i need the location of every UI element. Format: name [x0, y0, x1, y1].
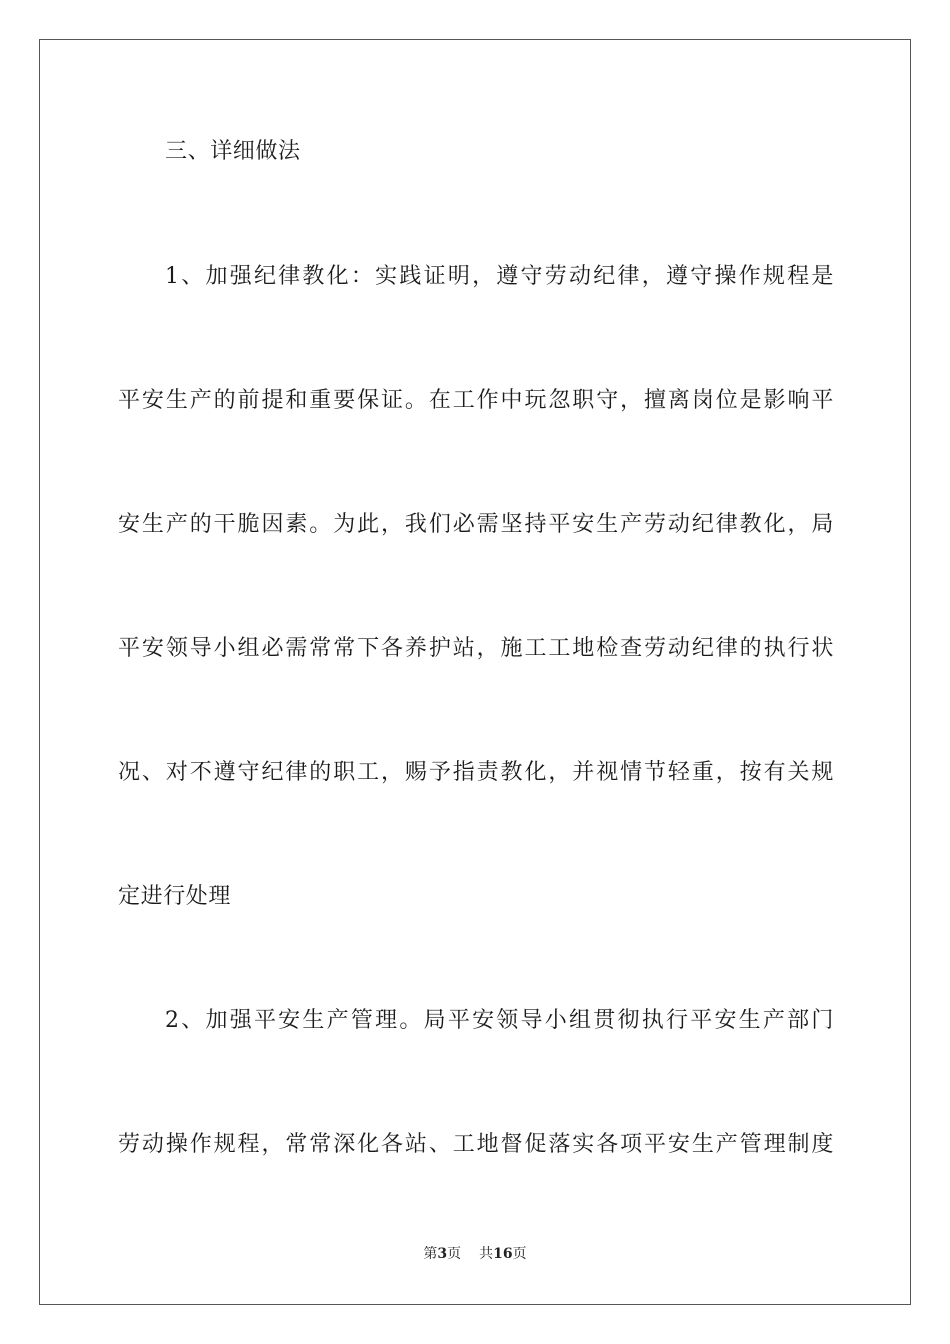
paragraph-1-line-3: 安生产的干脆因素。为此，我们必需坚持平安生产劳动纪律教化，局 — [118, 512, 834, 537]
page-footer — [0, 1245, 950, 1263]
paragraph-1-line-5: 况、对不遵守纪律的职工，赐予指责教化，并视情节轻重，按有关规 — [118, 760, 834, 785]
paragraph-1-line-4: 平安领导小组必需常常下各养护站，施工工地检查劳动纪律的执行状 — [118, 636, 834, 661]
footer-page-prefix: 第 — [423, 1246, 438, 1262]
footer-page-suffix: 页 — [447, 1246, 462, 1262]
paragraph-1-line-6: 定进行处理 — [118, 884, 232, 909]
footer-total-prefix: 共 — [479, 1246, 494, 1262]
footer-total-pages: 16 — [493, 1246, 513, 1262]
footer-total-suffix: 页 — [512, 1246, 527, 1262]
footer-current-page: 3 — [437, 1246, 448, 1262]
paragraph-2-line-1: 2、加强平安生产管理。局平安领导小组贯彻执行平安生产部门 — [165, 1008, 834, 1033]
section-heading: 三、详细做法 — [165, 139, 301, 164]
paragraph-2-line-2: 劳动操作规程，常常深化各站、工地督促落实各项平安生产管理制度 — [118, 1132, 834, 1157]
paragraph-1-line-1: 1、加强纪律教化：实践证明，遵守劳动纪律，遵守操作规程是 — [165, 264, 834, 289]
page-border — [39, 39, 911, 1305]
paragraph-1-line-2: 平安生产的前提和重要保证。在工作中玩忽职守，擅离岗位是影响平 — [118, 388, 834, 413]
